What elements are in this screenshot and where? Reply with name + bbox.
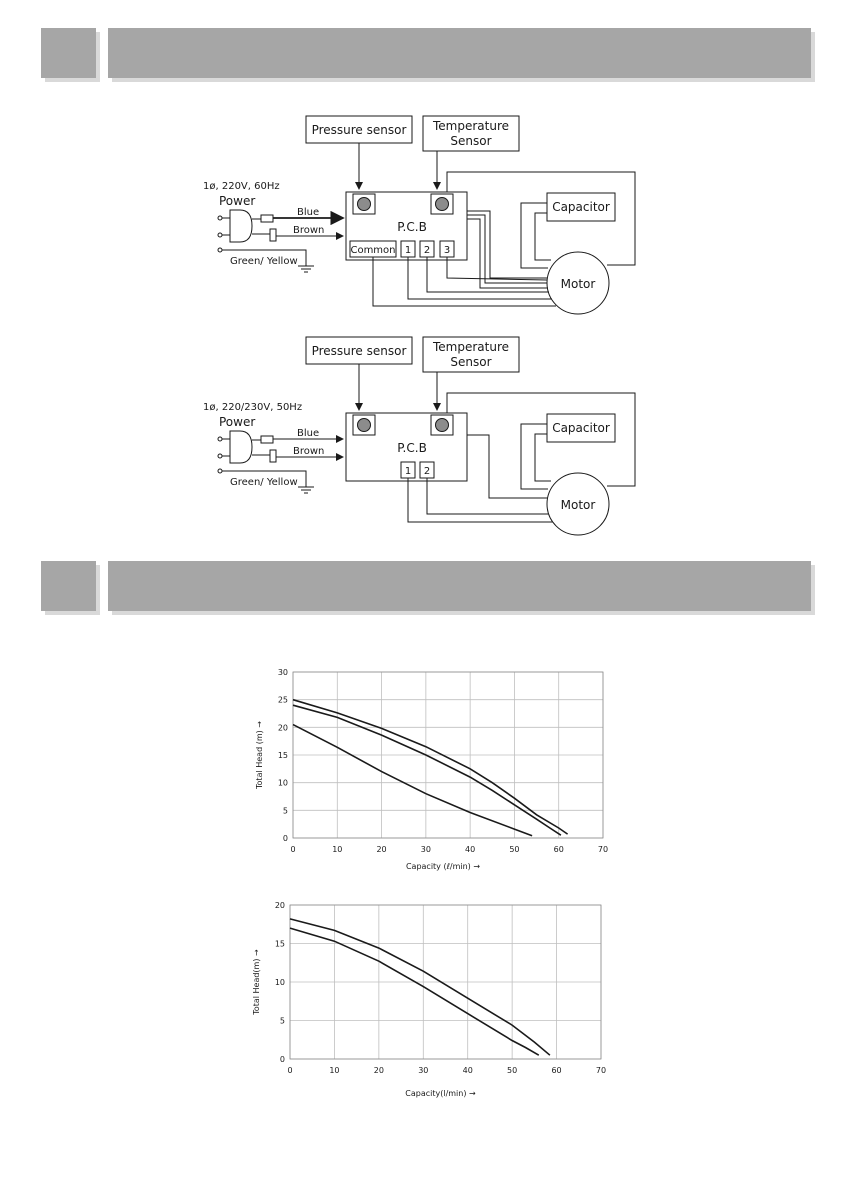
chart-1-ylabel: Total Head (m) → (255, 721, 264, 789)
chart-2-ytick: 20 (274, 901, 285, 910)
terminal-1: 1 (404, 245, 412, 256)
chart-2-ytick: 15 (274, 939, 285, 949)
capacitor-label: Capacitor (552, 200, 610, 214)
temperature-sensor-label: Sensor (450, 134, 492, 148)
chart-2-xtick: 40 (462, 1066, 473, 1075)
chart-1-xlabel: Capacity (ℓ/min) → (405, 862, 481, 871)
chart-1-ytick: 15 (277, 751, 288, 760)
chart-2-ytick: 5 (279, 1016, 285, 1026)
terminal-2: 2 (423, 466, 431, 477)
ground-label: Green/ Yellow (230, 477, 298, 488)
chart-2-xtick: 30 (418, 1066, 429, 1075)
chart-2-xtick: 10 (329, 1066, 340, 1075)
terminal-1: 1 (404, 466, 412, 477)
supply-spec: 1ø, 220/230V, 50Hz (203, 402, 303, 413)
chart-1-ytick: 30 (277, 668, 288, 677)
chart-1-xtick: 50 (509, 845, 520, 854)
chart-1-ytick: 10 (277, 778, 288, 788)
terminal-2: 2 (423, 245, 431, 256)
chart-1-xtick: 40 (465, 845, 476, 854)
chart-2-xlabel: Capacity(l/min) → (405, 1089, 476, 1098)
chart-2-series-2-line (290, 928, 539, 1055)
chart-2-ytick: 10 (274, 978, 285, 987)
temperature-sensor-label: Sensor (450, 355, 492, 369)
chart-1-ytick: 20 (277, 723, 288, 733)
chart-1-xtick: 0 (290, 845, 296, 854)
supply-spec: 1ø, 220V, 60Hz (203, 181, 280, 192)
chart-1-ytick: 25 (277, 695, 288, 705)
pcb-label: P.C.B (397, 441, 427, 455)
temperature-sensor-label: Temperature (432, 340, 510, 354)
chart-1-xtick: 60 (553, 845, 564, 854)
chart-1-ytick: 5 (282, 806, 288, 816)
chart-2-xtick: 20 (373, 1066, 384, 1075)
wire-blue-label: Blue (297, 207, 320, 218)
chart-2-ytick: 0 (279, 1055, 285, 1064)
terminal-common: Common (350, 245, 396, 256)
pcb-label: P.C.B (397, 220, 427, 234)
chart-2-xtick: 50 (507, 1066, 518, 1075)
chart-2-ylabel: Total Head(m) → (252, 949, 261, 1015)
chart-2-xtick: 60 (551, 1066, 562, 1075)
power-label: Power (219, 415, 256, 429)
chart-1-xtick: 30 (420, 845, 431, 854)
wire-blue-label: Blue (297, 428, 320, 439)
pressure-sensor-label: Pressure sensor (311, 344, 407, 358)
capacitor-label: Capacitor (552, 421, 610, 435)
power-label: Power (219, 194, 256, 208)
chart-2-xtick: 0 (287, 1066, 293, 1075)
chart-1-xtick: 20 (376, 845, 387, 854)
chart-1-series-1-line (293, 700, 568, 834)
chart-1-xtick: 10 (332, 845, 343, 854)
ground-label: Green/ Yellow (230, 256, 298, 267)
temperature-sensor-label: Temperature (432, 119, 510, 133)
terminal-3: 3 (443, 245, 451, 256)
motor-label: Motor (560, 277, 596, 291)
chart-1-ytick: 0 (282, 834, 288, 843)
pressure-sensor-label: Pressure sensor (311, 123, 407, 137)
chart-2-xtick: 70 (595, 1066, 607, 1075)
motor-label: Motor (560, 498, 596, 512)
wire-brown-label: Brown (293, 225, 325, 236)
chart-1-xtick: 70 (597, 845, 609, 854)
chart-1-series-2-line (293, 705, 561, 835)
wire-brown-label: Brown (293, 446, 325, 457)
